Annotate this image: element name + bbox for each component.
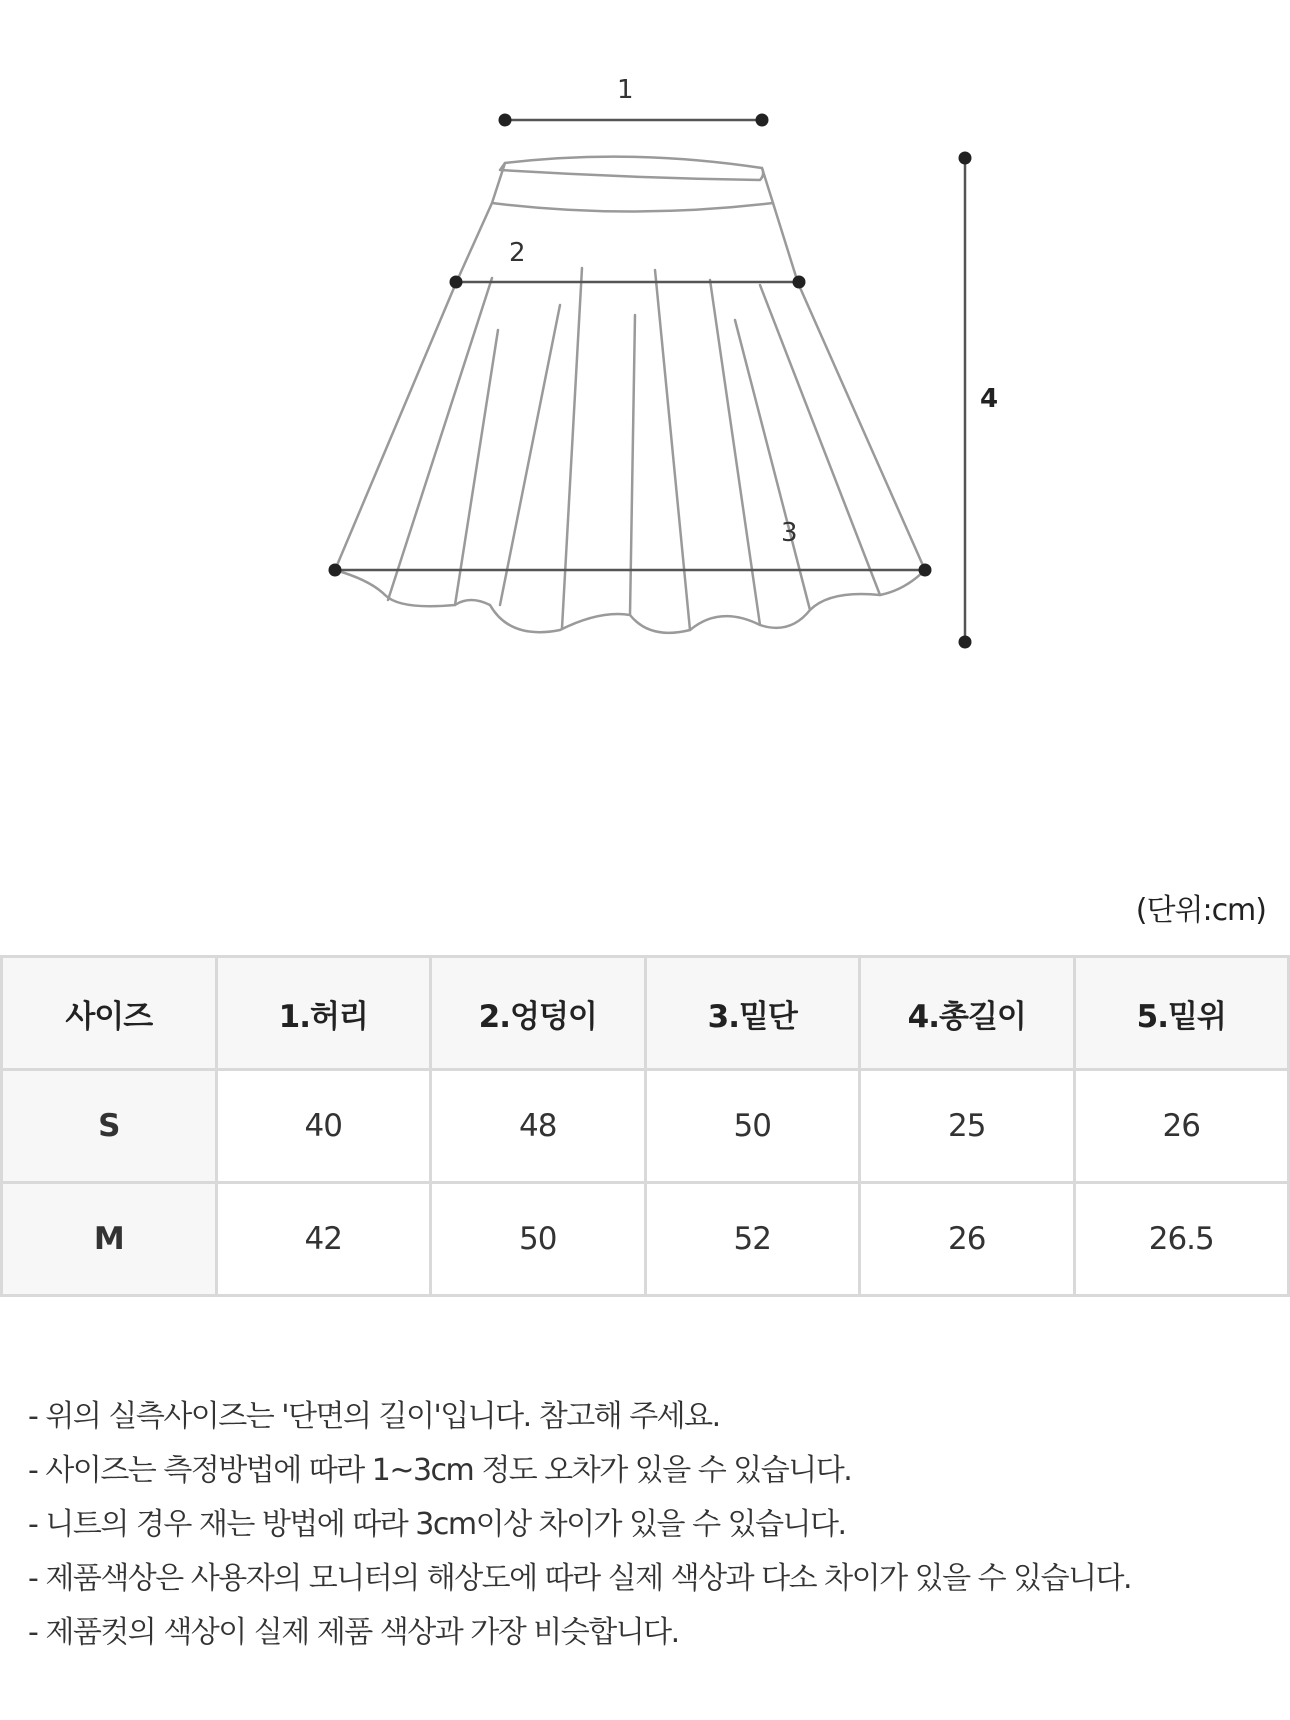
size-label: M xyxy=(2,1183,217,1296)
skirt-illustration xyxy=(0,0,1290,760)
note-item: - 제품색상은 사용자의 모니터의 해상도에 따라 실제 색상과 다소 차이가 있을 수 있습니다. xyxy=(28,1561,1132,1596)
table-header-row xyxy=(2,957,1289,1070)
header-length: 4.총길이 xyxy=(860,957,1075,1070)
size-label: S xyxy=(2,1070,217,1183)
note-item: - 니트의 경우 재는 방법에 따라 3cm이상 차이가 있을 수 있습니다. xyxy=(28,1507,846,1542)
size-table xyxy=(0,955,1290,1297)
table-cell: 26 xyxy=(1074,1070,1289,1183)
note-item: - 제품컷의 색상이 실제 제품 색상과 가장 비슷합니다. xyxy=(28,1615,679,1650)
table-cell: 50 xyxy=(645,1070,860,1183)
length-measure-label: 4 xyxy=(980,384,999,414)
table-cell: 42 xyxy=(216,1183,431,1296)
header-hip: 2.엉덩이 xyxy=(431,957,646,1070)
table-cell: 25 xyxy=(860,1070,1075,1183)
hip-measure-label: 2 xyxy=(509,238,526,268)
table-cell: 26.5 xyxy=(1074,1183,1289,1296)
table-row xyxy=(2,1183,1289,1296)
note-item: - 위의 실측사이즈는 '단면의 길이'입니다. 참고해 주세요. xyxy=(28,1399,720,1434)
skirt-measurement-diagram xyxy=(0,0,1290,760)
table-cell: 52 xyxy=(645,1183,860,1296)
notes-list xyxy=(28,1390,1131,1660)
table-cell: 40 xyxy=(216,1070,431,1183)
table-cell: 48 xyxy=(431,1070,646,1183)
table-cell: 26 xyxy=(860,1183,1075,1296)
table-cell: 50 xyxy=(431,1183,646,1296)
header-size: 사이즈 xyxy=(2,957,217,1070)
header-hem: 3.밑단 xyxy=(645,957,860,1070)
note-item: - 사이즈는 측정방법에 따라 1~3cm 정도 오차가 있을 수 있습니다. xyxy=(28,1453,852,1488)
table-row xyxy=(2,1070,1289,1183)
header-rise: 5.밑위 xyxy=(1074,957,1289,1070)
waist-measure-label: 1 xyxy=(617,75,634,105)
hem-measure-label: 3 xyxy=(781,518,798,548)
header-waist: 1.허리 xyxy=(216,957,431,1070)
unit-note: (단위:cm) xyxy=(1135,893,1266,928)
